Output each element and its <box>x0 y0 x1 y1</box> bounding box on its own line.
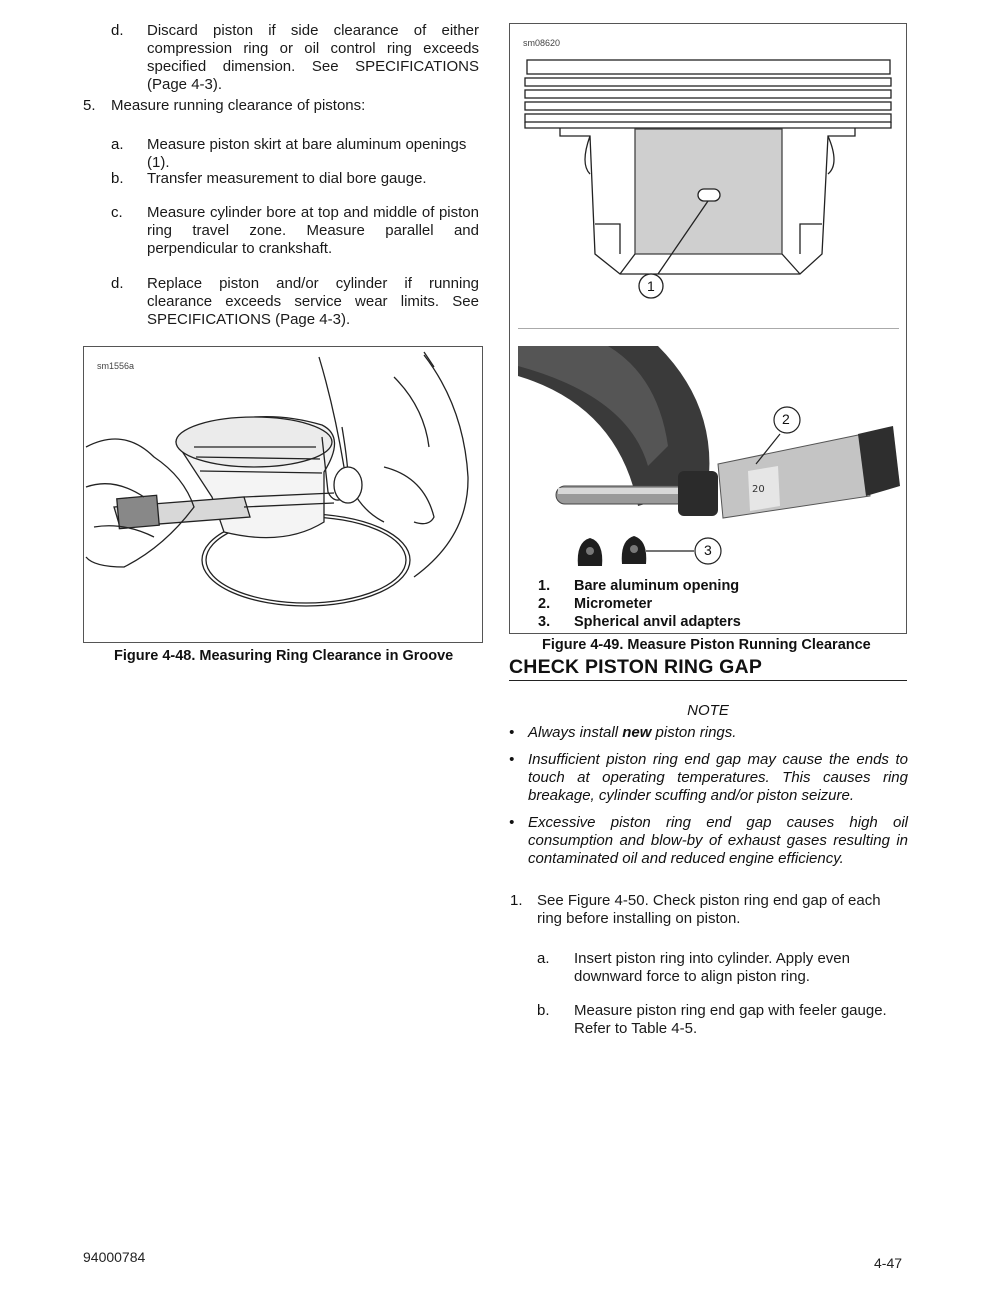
step-c-label: c. <box>111 204 123 221</box>
svg-text:20: 20 <box>752 484 765 495</box>
step-c-text: Measure cylinder bore at top and middle of piston ring travel zone. Measure parallel and perpendicular to crankshaft. <box>147 204 479 257</box>
bullet-icon: • <box>509 724 515 741</box>
legend-item: 2. Micrometer <box>538 596 653 612</box>
figure-49-micrometer-photo <box>518 346 900 576</box>
step-5-label: 5. <box>83 97 96 114</box>
spherical-anvil-adapters <box>578 536 647 566</box>
legend-item: 3. Spherical anvil adapters <box>538 614 741 630</box>
step-1-text: See Figure 4-50. Check piston ring end gap of each ring before installing on piston. <box>537 892 881 927</box>
legend-item: 1. Bare aluminum opening <box>538 578 740 594</box>
step-d2-label: d. <box>111 275 124 292</box>
page-number: 4-47 <box>874 1255 903 1271</box>
document-number: 94000784 <box>83 1249 146 1265</box>
step-a-label: a. <box>111 136 124 153</box>
sub-step-a-text: Insert piston ring into cylinder. Apply even downward force to align piston ring. <box>574 950 850 985</box>
step-b-text: Transfer measurement to dial bore gauge. <box>147 170 427 187</box>
callout-3-label: 3 <box>704 542 712 558</box>
note-item-2: Insufficient piston ring end gap may cause the ends to touch at operating temperatures. This causes ring breakage, cylinder scuffing and/or piston seizure. <box>528 751 908 804</box>
callout-1-label: 1 <box>647 278 655 294</box>
section-heading: CHECK PISTON RING GAP <box>509 656 907 681</box>
sub-step-b-text: Measure piston ring end gap with feeler gauge. Refer to Table 4-5. <box>574 1002 887 1037</box>
step-5-text: Measure running clearance of pistons: <box>111 97 366 114</box>
step-a-text: Measure piston skirt at bare aluminum openings (1). <box>147 136 467 171</box>
step-d1-label: d. <box>111 22 124 39</box>
step-1-label: 1. <box>510 892 523 909</box>
step-b-label: b. <box>111 170 124 187</box>
figure-48-caption: Figure 4-48. Measuring Ring Clearance in Groove <box>114 648 454 664</box>
figure-48-frame <box>83 346 483 643</box>
note-heading: NOTE <box>687 702 729 719</box>
figure-49-id: sm08620 <box>523 38 561 48</box>
figure-48-illustration <box>84 347 482 642</box>
callout-2-label: 2 <box>782 411 790 427</box>
figure-49-piston-illustration <box>510 24 906 329</box>
bullet-icon: • <box>509 751 515 768</box>
step-d1-text: Discard piston if side clearance of either compression ring or oil control ring exceeds specified dimension. See SPECIFICATIONS (Page 4-3). <box>147 22 479 93</box>
figure-48-id: sm1556a <box>97 361 135 371</box>
figure-49-caption: Figure 4-49. Measure Piston Running Clearance <box>542 637 871 653</box>
figure-49-frame <box>509 23 907 634</box>
bullet-icon: • <box>509 814 515 831</box>
note-item-1: Always install new piston rings. <box>528 724 737 741</box>
sub-step-a-label: a. <box>537 950 550 967</box>
note-item-3: Excessive piston ring end gap causes high oil consumption and blow-by of exhaust gases resulting in contaminated oil and reduced engine efficiency. <box>528 814 908 867</box>
step-d2-text: Replace piston and/or cylinder if running clearance exceeds service wear limits. See SPECIFICATIONS (Page 4-3). <box>147 275 479 328</box>
sub-step-b-label: b. <box>537 1002 550 1019</box>
